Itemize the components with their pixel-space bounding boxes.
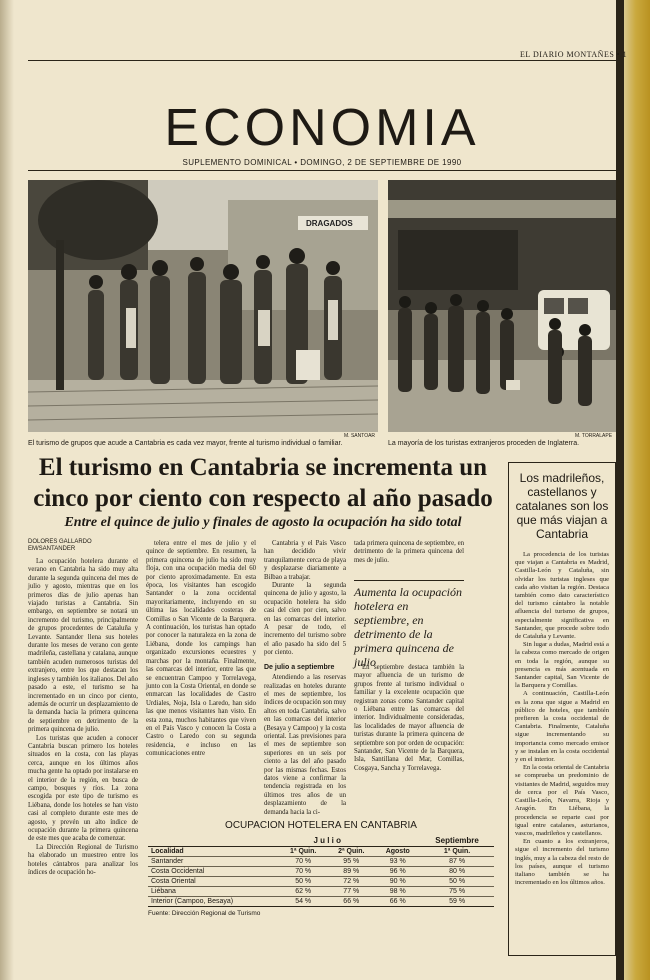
sidebar-paragraph: A continuación, Castilla-León es la zona que sigue a Madrid en público de hoteles, que también prefieren la costa occidental de Cantabria. Finalmente, Cataluña sigue incrementando su importancia como mercado emisor y se instalan en la costa occidental y en el interior. [515,690,609,764]
col1-paragraph: La ocupación hotelera durante el verano en Cantabria ha sido muy alta durante la segunda quincena del mes de julio y agosto, mientras que en los primeros días de julio apenas han viajado turistas a Cantabria. Sin embargo, en septiembre se notará un incremento del turismo, principalmente de grupos procedentes de Cataluña y Levante. Santander llena sus hoteles durante los meses de verano con gente madrileña, castellana y catalana, aunque también acuden numerosos turistas del extranjero, entre los que destacan los ingleses y también los italianos. Del año pasado a este, el turismo se ha incrementado en un cinco por ciento, además de ocurrir un desplazamiento de la demanda hacia la primera quincena de septiembre en detrimento de la primera quincena de julio. [28,558,138,734]
byline-place: EM/SANTANDER [28,546,76,552]
sidebar-body [509,551,615,951]
sidebar-paragraph: Sin lugar a dudas, Madrid está a la cabeza como mercado de origen en toda la región, aunque su presencia es más acentuada en Santander capital, San Vicente de la Barquera y Comillas. [515,641,609,690]
table-cell: 90 % [375,877,420,887]
occupancy-table [148,835,494,906]
article-column-2 [146,540,256,812]
table-cell-localidad: Santander [148,857,279,867]
table-group-septiembre: Septiembre [420,835,494,847]
col2-paragraph: telera entre el mes de julio y el quince de septiembre. En resumen, la primera quincena de julio ha sido muy floja, con una ocupación media del 60 por ciento aproximadamente. En esta época, los visitantes han escogido Santander o la zona occidental mayoritariamente, incluyendo en su última las localidades costeras de Comillas o San Vicente de la Barquera. A continuación, los turistas han optado por conocer la naturaleza en la zona de Liébana, donde los campings han organizado excursiones ecuestres y marchas por la montaña. Finalmente, las comarcas del interior, entre las que se encuentran Campoo y Torrelavega, junto con la Costa Oriental, en donde se enmarcan las localidades de Castro Urdiales, Noja, Isla o Laredo, han sido las que menos visitantes han visto. En esta zona, muchos habitantes que viven en el País Vasco y conocen la Costa a Castro o Laredo con su segunda residencia, e incluso en las comunicaciones entre [146,540,256,758]
table-header-cell: Agosto [385,848,410,855]
occupancy-table-box [148,818,494,948]
table-cell: 75 % [420,887,494,897]
table-row [148,897,494,907]
photo-credit-left: M. SANTOAR [344,433,376,439]
photo-tourist-group [28,180,378,432]
col1-paragraph: Los turistas que acuden a conocer Cantabria buscan primero los hoteles situados en la costa, con las playas cerca, aunque en los últimos años mucha gente ha optado por instalarse en el interior de la región, en busca de campo, bosques y ríos. La zona escogida por este tipo de turismo es Liébana, donde los hoteles se han visto casi al completo durante este mes de agosto, y prevén un alto índice de ocupación durante la primera quincena de este mes que acaba de comenzar. [28,734,138,843]
supplement-line: SUPLEMENTO DOMINICAL • DOMINGO, 2 DE SEPTIEMBRE DE 1990 [182,158,462,167]
section-masthead: ECONOMIA [164,99,480,157]
table-cell-localidad: Costa Occidental [148,867,279,877]
photo-caption-right: La mayoría de los turistas extranjeros proceden de Inglaterra. [388,440,580,447]
masthead-rule [28,170,616,171]
col3-paragraph: Atendiendo a las reservas realizadas en hoteles durante el mes de septiembre, los índices de ocupación son muy altos en toda Cantabria, salvo en las comarcas del interior (Besaya y Campoo) y la costa oriental. Las previsiones para el mes de septiembre son superiores en un seis por ciento a las del año pasado por las mismas fechas. Estos datos viene a confirmar la tendencia registrada en los últimos tres años de un desplazamiento de la demanda hacia la ci- [264,674,346,816]
photo-foreign-tourists [388,180,616,432]
table-cell: 70 % [279,867,327,877]
col4-paragraph: En septiembre destaca también la mayor afluencia de un turismo de grupos frente al turismo individual o familiar y la excelente ocupación que registran zonas como Santander capital o Liébana entre las comarcas del interior. Individualmente consideradas, las localidades de mayor afluencia de turistas durante la primera quincena de septiembre son por orden de ocupación: Santander, San Vicente de la Barquera, Isla, Santillana del Mar, Comillas, Cosgaya, Sancha y Torrelavega. [354,664,464,772]
page-fold-strip [616,0,624,980]
table-cell-localidad: Interior (Campoo, Besaya) [148,897,279,907]
table-header-cell: 1ª Quin. [290,848,317,855]
table-row [148,887,494,897]
table-cell: 96 % [375,867,420,877]
byline [28,539,92,553]
table-group-julio: J u l i o [279,835,375,847]
article-column-1 [28,558,138,954]
pull-quote: Aumenta la ocupación hotelera en septiembre, en detrimento de la primera quincena de julio [354,580,464,669]
photo-credit-right: M. TORRALAPE [575,433,613,439]
table-header-cell: Localidad [151,848,184,855]
next-page-edge [624,0,650,980]
table-cell: 95 % [327,857,375,867]
sidebar-paragraph: En la costa oriental de Cantabria se comprueba un predominio de visitantes de Madrid, seguidos muy de cerca por el País Vasco, Castilla-León, Navarra, Rioja y Aragón. En Liébana, la procedencia se reparte casi por igual entre catalanes, asturianos, vascos, madrileños y castellanos. [515,764,609,837]
article-kicker: Entre el quince de julio y finales de agosto la ocupación ha sido total [64,515,462,530]
table-cell: 66 % [375,897,420,907]
article-column-4 [354,664,464,812]
table-group-empty [148,835,279,847]
table-group-empty [375,835,420,847]
table-cell: 72 % [327,877,375,887]
top-rule [28,60,616,61]
table-header-cell: 1ª Quin. [443,848,471,855]
table-header-cell: 2ª Quin. [338,848,365,855]
table-bottom-rule [148,906,494,907]
col3-paragraph: Durante la segunda quincena de julio y agosto, la ocupación hotelera ha sido casi del cien por cien, salvo en las comarcas del interior. A pesar de todo, el incremento del turismo sobre el año pasado ha sido del 5 por ciento. [264,582,346,657]
table-row [148,867,494,877]
col4-paragraph: tada primera quincena de septiembre, en detrimento de la primera quincena del mes de julio. [354,540,464,564]
table-header-row [148,847,494,857]
table-cell: 89 % [327,867,375,877]
table-cell: 77 % [327,887,375,897]
article-column-4-top [354,540,464,574]
table-cell: 93 % [375,857,420,867]
dragados-sign: DRAGADOS [306,219,353,228]
sidebar-title: Los madrileños, castellanos y catalanes son los que más viajan a Cantabria [515,471,609,541]
table-cell: 50 % [279,877,327,887]
table-cell: 98 % [375,887,420,897]
col3-paragraph: Cantabria y el País Vasco han decidido vivir tranquilamente cerca de playa y desplazarse diariamente a Bilbao a trabajar. [264,540,346,581]
table-cell: 54 % [279,897,327,907]
sidebar-paragraph: En cuanto a los extranjeros, sigue el incremento del turismo inglés, muy a la cabeza del resto de los países, aunque el turismo italiano también se ha incrementado en los últimos años. [515,838,609,887]
section-subtitle: De julio a septiembre [264,663,335,671]
table-cell-localidad: Costa Oriental [148,877,279,887]
table-cell: 62 % [279,887,327,897]
table-group-header [148,835,494,847]
table-cell: 50 % [420,877,494,887]
col1-paragraph: La Dirección Regional de Turismo ha elaborado un muestreo entre los hoteles cántabros para analizar los índices de ocupación ho- [28,843,138,877]
table-cell: 70 % [279,857,327,867]
running-head: EL DIARIO MONTAÑES • 1 [520,50,628,59]
article-headline: El turismo en Cantabria se incrementa un cinco por ciento con respecto al año pasado [33,454,493,512]
table-cell-localidad: Liébana [148,887,279,897]
table-cell: 87 % [420,857,494,867]
sidebar-box [508,462,616,956]
table-title: OCUPACION HOTELERA EN CANTABRIA [225,820,417,831]
page-left-shadow [0,0,14,980]
table-source: Fuente: Dirección Regional de Turismo [148,910,261,917]
table-cell: 80 % [420,867,494,877]
sidebar-paragraph: La procedencia de los turistas que viajan a Cantabria es Madrid, Castilla-León y Cataluña, sin olvidar los turistas ingleses que cada año visitan la región. Destaca también como dato característico del turismo cántabro la notable afluencia del turismo de grupos, especialmente significativa en Santander, que procede sobre todo de Cataluña y Levante. [515,551,609,641]
byline-name: DOLORES GALLARDO [28,539,92,545]
table-cell: 66 % [327,897,375,907]
article-column-3 [264,540,346,816]
photo-caption-left: El turismo de grupos que acude a Cantabria es cada vez mayor, frente al turismo individual o familiar. [28,440,343,447]
table-cell: 59 % [420,897,494,907]
table-row [148,857,494,867]
table-row [148,877,494,887]
